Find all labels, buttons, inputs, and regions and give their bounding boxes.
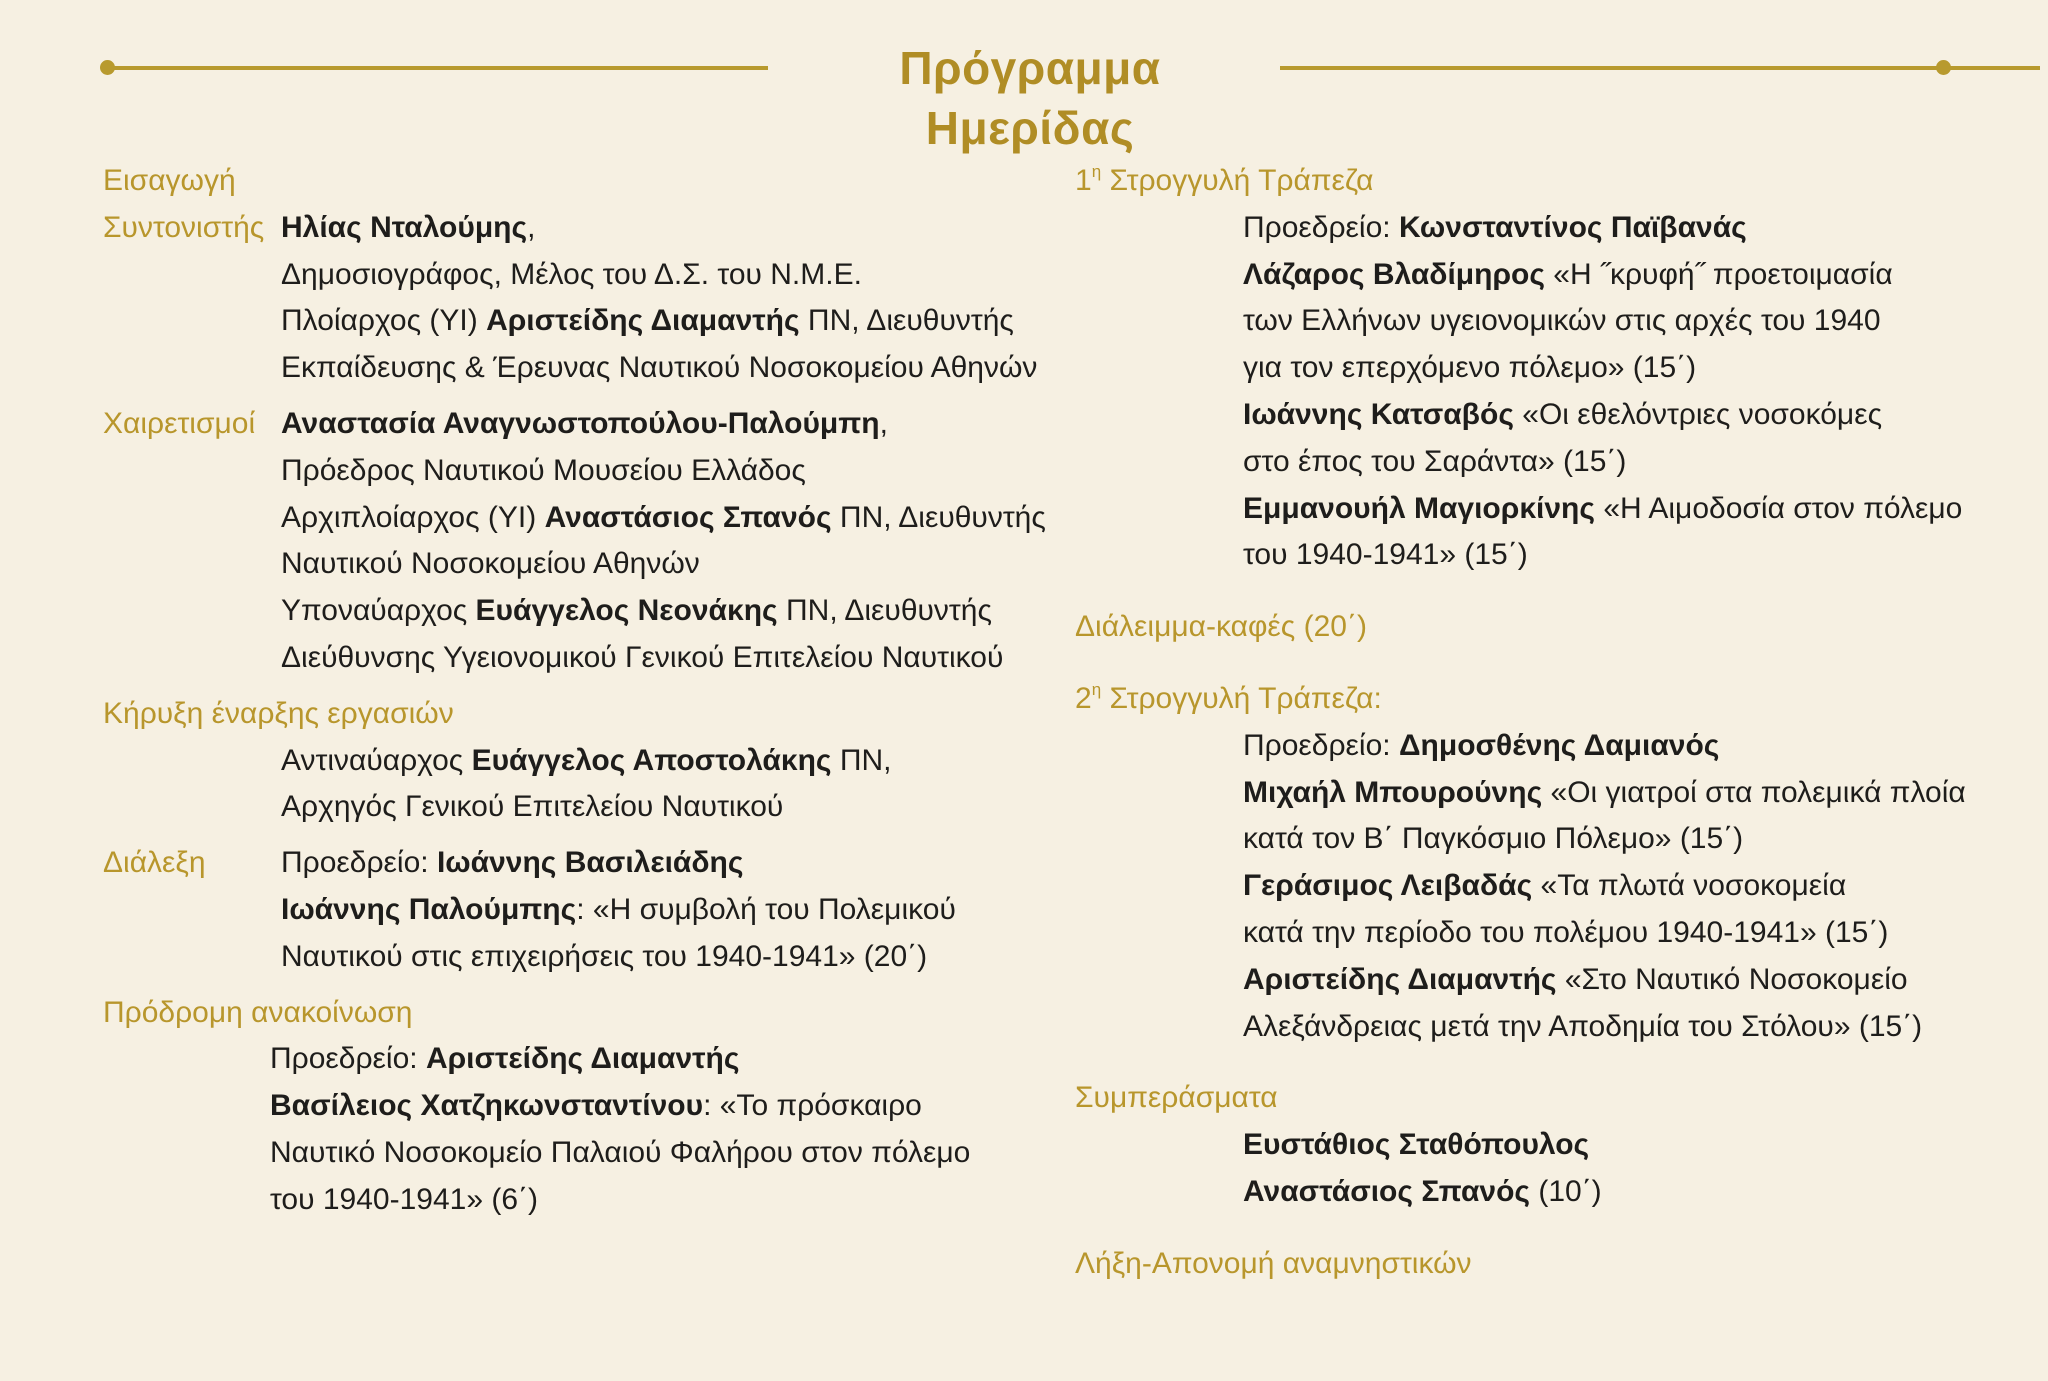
section-break (1075, 604, 2015, 651)
section-conclusions (1075, 1075, 2015, 1215)
person-name: Ηλίας Νταλούμης (281, 210, 528, 244)
round2-talk-1: Μιχαήλ Μπουρούνης «Οι γιατροί στα πολεμικά πλοία (1243, 775, 1966, 809)
lecture-talk: Ιωάννης Παλούμπης: «Η συμβολή του Πολεμικού (281, 892, 956, 926)
section-label: Εισαγωγή (103, 164, 236, 197)
person-name: Δημοσθένης Δαμιανός (1398, 728, 1720, 762)
section-round-table-2 (1075, 676, 2015, 1050)
section-round-table-1 (1075, 158, 2015, 579)
person-name: Ευάγγελος Αποστολάκης (471, 743, 832, 777)
section-greetings (103, 401, 1046, 682)
person-name: Αναστάσιος Σπανός (544, 500, 832, 534)
round1-talk-2-cont: στο έπος του Σαράντα» (15΄) (1243, 444, 1627, 478)
person-name: Αριστείδης Διαμαντής (486, 304, 800, 338)
person-name: Βασίλειος Χατζηκωνσταντίνου (270, 1089, 704, 1123)
round1-talk-1-cont: για τον επερχόμενο πόλεμο» (15΄) (1243, 351, 1697, 385)
person-name: Αναστασία Αναγνωστοπούλου-Παλούμπη (281, 406, 880, 440)
conclusions-speaker-2: Αναστάσιος Σπανός (10΄) (1243, 1174, 1602, 1208)
round1-talk-1: Λάζαρος Βλαδίμηρος «Η ˝κρυφή˝ προετοιμασία (1243, 257, 1893, 291)
section-label: $2^\eta$ Στρογγυλή Τράπεζα: (1075, 679, 1382, 715)
left-column (103, 158, 1046, 1224)
person-name: Μιχαήλ Μπουρούνης (1243, 775, 1543, 809)
round2-talk-2: Γεράσιμος Λειβαδάς «Τα πλωτά νοσοκομεία (1243, 869, 1847, 903)
section-label: Συμπεράσματα (1075, 1081, 1278, 1115)
round2-talk-3-cont: Αλεξάνδρειας μετά την Αποδημία του Στόλου» (15΄) (1243, 1009, 1923, 1043)
round2-talk-1-cont: κατά τον Β΄ Παγκόσμιο Πόλεμο» (15΄) (1243, 822, 1744, 856)
section-label: Χαιρετισμοί (103, 406, 256, 440)
section-label: Πρόδρομη ανακοίνωση (103, 995, 413, 1029)
coordinator-2-role: Εκπαίδευσης & Έρευνας Ναυτικού Νοσοκομείου Αθηνών (281, 351, 1038, 385)
coordinator-2: Πλοίαρχος (ΥΙ) Αριστείδης Διαμαντής ΠΝ, Διευθυντής (281, 304, 1014, 338)
section-label: Διάλειμμα-καφές (20΄) (1075, 610, 1367, 644)
section-label: $1^\eta$ Στρογγυλή Τράπεζα (1075, 162, 1374, 197)
greeter-2-role: Ναυτικού Νοσοκομείου Αθηνών (281, 547, 700, 581)
person-name: Λάζαρος Βλαδίμηρος (1243, 257, 1545, 291)
person-name: Γεράσιμος Λειβαδάς (1243, 869, 1533, 903)
person-name: Ευάγγελος Νεονάκης (475, 594, 778, 628)
section-intro (103, 158, 1003, 205)
lecture-talk-cont: Ναυτικού στις επιχειρήσεις του 1940-1941» (20΄) (281, 939, 928, 973)
round1-talk-2: Ιωάννης Κατσαβός «Οι εθελόντριες νοσοκόμες (1243, 397, 1883, 431)
section-lecture (103, 840, 1003, 980)
title-rule-left (108, 66, 768, 70)
greeter-3: Υποναύαρχος Ευάγγελος Νεονάκης ΠΝ, Διευθυντής (281, 594, 992, 628)
section-preliminary (103, 990, 1003, 1224)
person-name: Αριστείδης Διαμαντής (1243, 962, 1557, 996)
section-label: Διάλεξη (103, 846, 206, 880)
round1-talk-3: Εμμανουήλ Μαγιορκίνης «Η Αιμοδοσία στον πόλεμο (1243, 491, 1963, 525)
person-name: Ευστάθιος Σταθόπουλος (1243, 1128, 1590, 1162)
section-label: Κήρυξη έναρξης εργασιών (103, 696, 454, 730)
title-rule-right (1280, 66, 2040, 70)
preliminary-chair: Προεδρείο: Αριστείδης Διαμαντής (270, 1042, 740, 1076)
person-name: Ιωάννης Κατσαβός (1243, 397, 1514, 431)
title-dot-right (1936, 60, 1951, 75)
right-column (1075, 158, 2015, 1288)
greeter-1-role: Πρόεδρος Ναυτικού Μουσείου Ελλάδος (281, 453, 806, 487)
person-name: Ιωάννης Βασιλειάδης (436, 846, 744, 880)
preliminary-talk: Βασίλειος Χατζηκωνσταντίνου: «Το πρόσκαιρο (270, 1089, 922, 1123)
round2-chair: Προεδρείο: Δημοσθένης Δαμιανός (1243, 728, 1720, 762)
program-title-row (100, 38, 1950, 154)
conclusions-speaker-1 (1243, 1122, 2015, 1169)
greeter-2: Αρχιπλοίαρχος (ΥΙ) Αναστάσιος Σπανός ΠΝ, Διευθυντής (281, 500, 1046, 534)
person-name: Ιωάννης Παλούμπης (281, 892, 577, 926)
page-title: Πρόγραμμα Ημερίδας (899, 42, 1161, 154)
round1-chair: Προεδρείο: Κωνσταντίνος Παϊβανάς (1243, 210, 1747, 244)
greeter-3-role: Διεύθυνσης Υγειονομικού Γενικού Επιτελείου Ναυτικού (281, 640, 1004, 674)
preliminary-talk-cont: Ναυτικό Νοσοκομείο Παλαιού Φαλήρου στον πόλεμο (270, 1135, 971, 1169)
section-opening (103, 691, 1003, 831)
person-name: Αναστάσιος Σπανός (1243, 1174, 1530, 1208)
person-name: Αριστείδης Διαμαντής (425, 1042, 740, 1076)
preliminary-talk-cont: του 1940-1941» (6΄) (270, 1182, 538, 1216)
greeter-1: Αναστασία Αναγνωστοπούλου-Παλούμπη, (281, 406, 888, 440)
opener-role: Αρχηγός Γενικού Επιτελείου Ναυτικού (281, 790, 784, 824)
coordinator-1-role: Δημοσιογράφος, Μέλος του Δ.Σ. του Ν.Μ.Ε. (281, 257, 862, 291)
section-closing (1075, 1241, 2015, 1288)
section-label: Συντονιστής (103, 210, 265, 244)
section-coordinators (103, 205, 1038, 392)
round2-talk-2-cont: κατά την περίοδο του πολέμου 1940-1941» (15΄) (1243, 915, 1889, 949)
round2-talk-3: Αριστείδης Διαμαντής «Στο Ναυτικό Νοσοκομείο (1243, 962, 1908, 996)
round1-talk-3-cont: του 1940-1941» (15΄) (1243, 538, 1528, 572)
person-name: Εμμανουήλ Μαγιορκίνης (1243, 491, 1595, 525)
lecture-chair: Προεδρείο: Ιωάννης Βασιλειάδης (281, 846, 744, 880)
section-label: Λήξη-Απονομή αναμνηστικών (1075, 1246, 1472, 1280)
coordinator-1: Ηλίας Νταλούμης, (281, 210, 536, 244)
person-name: Κωνσταντίνος Παϊβανάς (1398, 210, 1747, 244)
opener: Αντιναύαρχος Ευάγγελος Αποστολάκης ΠΝ, (281, 743, 892, 777)
round1-talk-1-cont: των Ελλήνων υγειονομικών στις αρχές του 1940 (1243, 304, 1881, 338)
